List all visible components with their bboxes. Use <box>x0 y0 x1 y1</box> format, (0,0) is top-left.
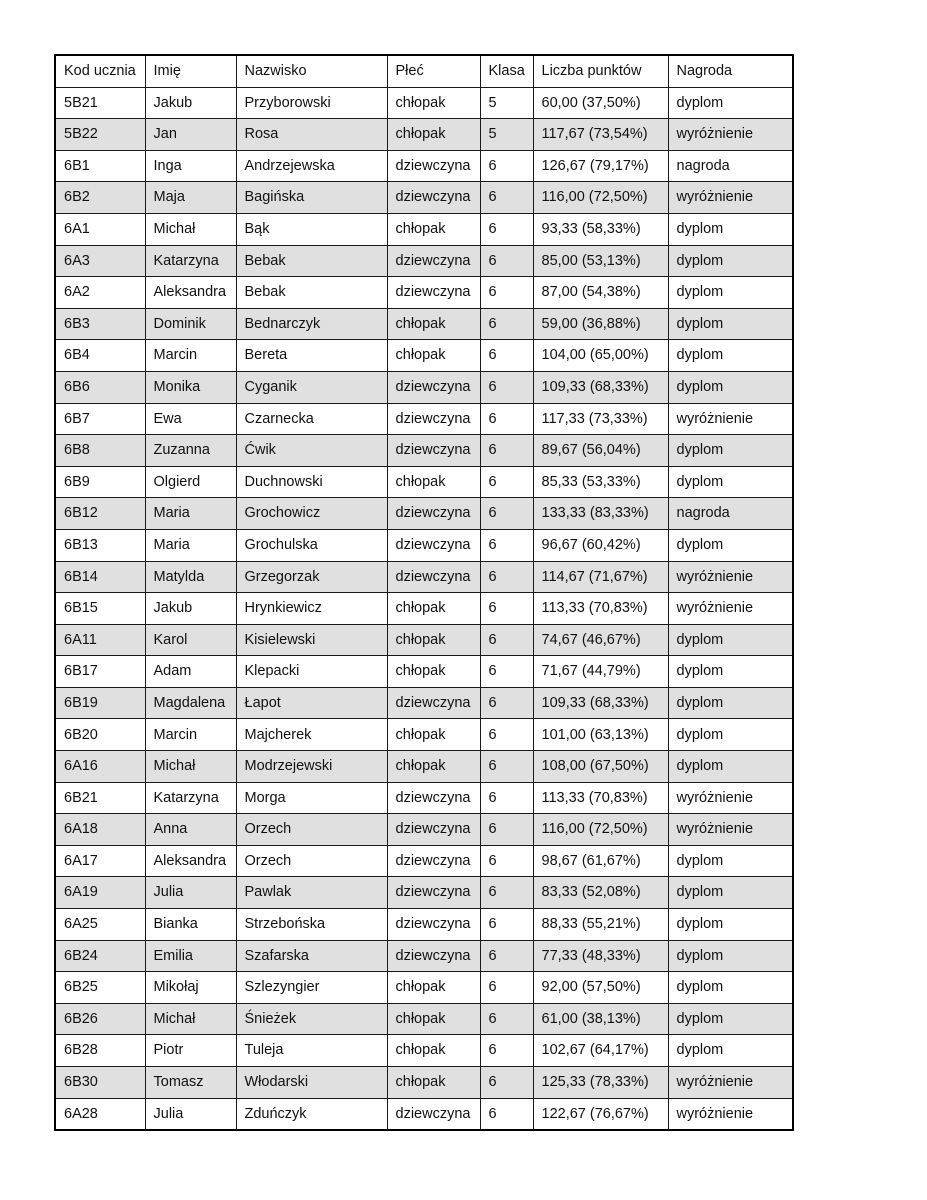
award-cell: dyplom <box>668 909 793 941</box>
last-name-cell: Grzegorzak <box>236 561 387 593</box>
student-code-cell: 6B1 <box>55 150 145 182</box>
last-name-cell: Zduńczyk <box>236 1098 387 1130</box>
points-cell: 71,67 (44,79%) <box>533 656 668 688</box>
table-row <box>55 656 793 688</box>
gender-cell: dziewczyna <box>387 277 480 309</box>
table-row <box>55 561 793 593</box>
table-row <box>55 529 793 561</box>
class-cell: 6 <box>480 782 533 814</box>
gender-cell: chłopak <box>387 1067 480 1099</box>
award-cell: dyplom <box>668 687 793 719</box>
class-cell: 6 <box>480 529 533 561</box>
award-cell: dyplom <box>668 340 793 372</box>
first-name-cell: Julia <box>145 1098 236 1130</box>
points-cell: 117,67 (73,54%) <box>533 119 668 151</box>
table-row <box>55 940 793 972</box>
award-cell: wyróżnienie <box>668 182 793 214</box>
class-cell: 6 <box>480 909 533 941</box>
table-row <box>55 814 793 846</box>
class-cell: 6 <box>480 403 533 435</box>
gender-cell: dziewczyna <box>387 814 480 846</box>
table-row <box>55 213 793 245</box>
last-name-cell: Kisielewski <box>236 624 387 656</box>
table-row <box>55 782 793 814</box>
first-name-cell: Marcin <box>145 719 236 751</box>
table-row <box>55 150 793 182</box>
award-cell: dyplom <box>668 940 793 972</box>
first-name-cell: Katarzyna <box>145 245 236 277</box>
gender-cell: dziewczyna <box>387 150 480 182</box>
header-cell-award: Nagroda <box>668 55 793 87</box>
points-cell: 93,33 (58,33%) <box>533 213 668 245</box>
gender-cell: dziewczyna <box>387 845 480 877</box>
student-code-cell: 6B24 <box>55 940 145 972</box>
award-cell: dyplom <box>668 466 793 498</box>
gender-cell: chłopak <box>387 719 480 751</box>
class-cell: 6 <box>480 1035 533 1067</box>
points-cell: 61,00 (38,13%) <box>533 1003 668 1035</box>
gender-cell: dziewczyna <box>387 561 480 593</box>
class-cell: 6 <box>480 213 533 245</box>
award-cell: wyróżnienie <box>668 593 793 625</box>
class-cell: 6 <box>480 940 533 972</box>
class-cell: 6 <box>480 593 533 625</box>
award-cell: dyplom <box>668 972 793 1004</box>
student-code-cell: 6A17 <box>55 845 145 877</box>
gender-cell: dziewczyna <box>387 371 480 403</box>
table-row <box>55 371 793 403</box>
last-name-cell: Grochulska <box>236 529 387 561</box>
first-name-cell: Jan <box>145 119 236 151</box>
first-name-cell: Mikołaj <box>145 972 236 1004</box>
points-cell: 117,33 (73,33%) <box>533 403 668 435</box>
class-cell: 6 <box>480 751 533 783</box>
table-row <box>55 87 793 119</box>
points-cell: 113,33 (70,83%) <box>533 782 668 814</box>
gender-cell: chłopak <box>387 593 480 625</box>
points-cell: 116,00 (72,50%) <box>533 814 668 846</box>
student-code-cell: 6B25 <box>55 972 145 1004</box>
student-code-cell: 6A1 <box>55 213 145 245</box>
last-name-cell: Włodarski <box>236 1067 387 1099</box>
points-cell: 85,33 (53,33%) <box>533 466 668 498</box>
student-code-cell: 6B14 <box>55 561 145 593</box>
points-cell: 108,00 (67,50%) <box>533 751 668 783</box>
award-cell: dyplom <box>668 435 793 467</box>
last-name-cell: Pawlak <box>236 877 387 909</box>
student-code-cell: 6B2 <box>55 182 145 214</box>
student-code-cell: 6B17 <box>55 656 145 688</box>
class-cell: 6 <box>480 150 533 182</box>
student-code-cell: 6B19 <box>55 687 145 719</box>
first-name-cell: Magdalena <box>145 687 236 719</box>
student-code-cell: 6A16 <box>55 751 145 783</box>
student-code-cell: 6B26 <box>55 1003 145 1035</box>
award-cell: wyróżnienie <box>668 814 793 846</box>
first-name-cell: Julia <box>145 877 236 909</box>
last-name-cell: Bagińska <box>236 182 387 214</box>
student-code-cell: 6B15 <box>55 593 145 625</box>
table-row <box>55 972 793 1004</box>
award-cell: dyplom <box>668 245 793 277</box>
first-name-cell: Michał <box>145 1003 236 1035</box>
award-cell: dyplom <box>668 719 793 751</box>
award-cell: wyróżnienie <box>668 782 793 814</box>
gender-cell: dziewczyna <box>387 529 480 561</box>
gender-cell: dziewczyna <box>387 403 480 435</box>
points-cell: 88,33 (55,21%) <box>533 909 668 941</box>
class-cell: 6 <box>480 624 533 656</box>
first-name-cell: Aleksandra <box>145 845 236 877</box>
table-row <box>55 877 793 909</box>
last-name-cell: Duchnowski <box>236 466 387 498</box>
first-name-cell: Bianka <box>145 909 236 941</box>
class-cell: 6 <box>480 1003 533 1035</box>
gender-cell: dziewczyna <box>387 182 480 214</box>
gender-cell: chłopak <box>387 213 480 245</box>
award-cell: dyplom <box>668 1035 793 1067</box>
last-name-cell: Orzech <box>236 845 387 877</box>
student-code-cell: 6A18 <box>55 814 145 846</box>
student-code-cell: 5B21 <box>55 87 145 119</box>
gender-cell: dziewczyna <box>387 782 480 814</box>
award-cell: dyplom <box>668 87 793 119</box>
first-name-cell: Monika <box>145 371 236 403</box>
award-cell: dyplom <box>668 213 793 245</box>
class-cell: 6 <box>480 340 533 372</box>
class-cell: 6 <box>480 814 533 846</box>
table-row <box>55 340 793 372</box>
first-name-cell: Zuzanna <box>145 435 236 467</box>
last-name-cell: Śnieżek <box>236 1003 387 1035</box>
award-cell: dyplom <box>668 529 793 561</box>
gender-cell: dziewczyna <box>387 498 480 530</box>
gender-cell: dziewczyna <box>387 687 480 719</box>
first-name-cell: Katarzyna <box>145 782 236 814</box>
last-name-cell: Majcherek <box>236 719 387 751</box>
student-code-cell: 6A28 <box>55 1098 145 1130</box>
class-cell: 6 <box>480 845 533 877</box>
student-code-cell: 6B6 <box>55 371 145 403</box>
award-cell: nagroda <box>668 150 793 182</box>
award-cell: dyplom <box>668 308 793 340</box>
points-cell: 116,00 (72,50%) <box>533 182 668 214</box>
gender-cell: dziewczyna <box>387 909 480 941</box>
last-name-cell: Szafarska <box>236 940 387 972</box>
first-name-cell: Michał <box>145 751 236 783</box>
first-name-cell: Piotr <box>145 1035 236 1067</box>
points-cell: 126,67 (79,17%) <box>533 150 668 182</box>
table-row <box>55 245 793 277</box>
gender-cell: chłopak <box>387 624 480 656</box>
table-row <box>55 687 793 719</box>
class-cell: 6 <box>480 719 533 751</box>
first-name-cell: Olgierd <box>145 466 236 498</box>
table-row <box>55 1067 793 1099</box>
header-cell-last-name: Nazwisko <box>236 55 387 87</box>
table-row <box>55 435 793 467</box>
first-name-cell: Inga <box>145 150 236 182</box>
points-cell: 60,00 (37,50%) <box>533 87 668 119</box>
points-cell: 125,33 (78,33%) <box>533 1067 668 1099</box>
table-row <box>55 498 793 530</box>
points-cell: 114,67 (71,67%) <box>533 561 668 593</box>
results-table <box>54 54 794 1131</box>
award-cell: wyróżnienie <box>668 403 793 435</box>
points-cell: 122,67 (76,67%) <box>533 1098 668 1130</box>
header-row <box>55 55 793 87</box>
last-name-cell: Grochowicz <box>236 498 387 530</box>
points-cell: 85,00 (53,13%) <box>533 245 668 277</box>
first-name-cell: Matylda <box>145 561 236 593</box>
table-row <box>55 308 793 340</box>
student-code-cell: 5B22 <box>55 119 145 151</box>
points-cell: 89,67 (56,04%) <box>533 435 668 467</box>
gender-cell: dziewczyna <box>387 435 480 467</box>
student-code-cell: 6A3 <box>55 245 145 277</box>
last-name-cell: Cyganik <box>236 371 387 403</box>
first-name-cell: Jakub <box>145 593 236 625</box>
last-name-cell: Bebak <box>236 277 387 309</box>
gender-cell: dziewczyna <box>387 940 480 972</box>
gender-cell: dziewczyna <box>387 877 480 909</box>
table-row <box>55 719 793 751</box>
last-name-cell: Szlezyngier <box>236 972 387 1004</box>
first-name-cell: Tomasz <box>145 1067 236 1099</box>
first-name-cell: Adam <box>145 656 236 688</box>
first-name-cell: Dominik <box>145 308 236 340</box>
first-name-cell: Anna <box>145 814 236 846</box>
student-code-cell: 6B13 <box>55 529 145 561</box>
first-name-cell: Karol <box>145 624 236 656</box>
points-cell: 98,67 (61,67%) <box>533 845 668 877</box>
student-code-cell: 6B7 <box>55 403 145 435</box>
student-code-cell: 6B21 <box>55 782 145 814</box>
student-code-cell: 6B30 <box>55 1067 145 1099</box>
class-cell: 6 <box>480 245 533 277</box>
header-cell-gender: Płeć <box>387 55 480 87</box>
points-cell: 96,67 (60,42%) <box>533 529 668 561</box>
points-cell: 102,67 (64,17%) <box>533 1035 668 1067</box>
first-name-cell: Maria <box>145 529 236 561</box>
table-row <box>55 593 793 625</box>
last-name-cell: Łapot <box>236 687 387 719</box>
class-cell: 5 <box>480 87 533 119</box>
award-cell: dyplom <box>668 277 793 309</box>
table-row <box>55 182 793 214</box>
points-cell: 101,00 (63,13%) <box>533 719 668 751</box>
last-name-cell: Modrzejewski <box>236 751 387 783</box>
table-row <box>55 751 793 783</box>
student-code-cell: 6B8 <box>55 435 145 467</box>
award-cell: wyróżnienie <box>668 561 793 593</box>
points-cell: 133,33 (83,33%) <box>533 498 668 530</box>
award-cell: nagroda <box>668 498 793 530</box>
table-row <box>55 624 793 656</box>
points-cell: 113,33 (70,83%) <box>533 593 668 625</box>
student-code-cell: 6B28 <box>55 1035 145 1067</box>
table-body <box>55 55 793 1130</box>
table-row <box>55 1035 793 1067</box>
header-cell-class: Klasa <box>480 55 533 87</box>
award-cell: wyróżnienie <box>668 119 793 151</box>
award-cell: wyróżnienie <box>668 1067 793 1099</box>
class-cell: 6 <box>480 656 533 688</box>
points-cell: 87,00 (54,38%) <box>533 277 668 309</box>
gender-cell: chłopak <box>387 972 480 1004</box>
table-row <box>55 845 793 877</box>
table-row <box>55 1003 793 1035</box>
points-cell: 74,67 (46,67%) <box>533 624 668 656</box>
last-name-cell: Tuleja <box>236 1035 387 1067</box>
points-cell: 83,33 (52,08%) <box>533 877 668 909</box>
last-name-cell: Andrzejewska <box>236 150 387 182</box>
points-cell: 109,33 (68,33%) <box>533 687 668 719</box>
header-cell-student-code: Kod ucznia <box>55 55 145 87</box>
points-cell: 77,33 (48,33%) <box>533 940 668 972</box>
first-name-cell: Aleksandra <box>145 277 236 309</box>
award-cell: dyplom <box>668 624 793 656</box>
gender-cell: chłopak <box>387 751 480 783</box>
student-code-cell: 6B4 <box>55 340 145 372</box>
gender-cell: chłopak <box>387 1035 480 1067</box>
last-name-cell: Bereta <box>236 340 387 372</box>
last-name-cell: Strzebońska <box>236 909 387 941</box>
table-row <box>55 909 793 941</box>
class-cell: 6 <box>480 1098 533 1130</box>
gender-cell: chłopak <box>387 119 480 151</box>
table-row <box>55 277 793 309</box>
class-cell: 6 <box>480 182 533 214</box>
last-name-cell: Przyborowski <box>236 87 387 119</box>
student-code-cell: 6A11 <box>55 624 145 656</box>
header-cell-first-name: Imię <box>145 55 236 87</box>
student-code-cell: 6A19 <box>55 877 145 909</box>
points-cell: 59,00 (36,88%) <box>533 308 668 340</box>
gender-cell: chłopak <box>387 308 480 340</box>
award-cell: dyplom <box>668 751 793 783</box>
points-cell: 104,00 (65,00%) <box>533 340 668 372</box>
class-cell: 6 <box>480 371 533 403</box>
award-cell: dyplom <box>668 371 793 403</box>
first-name-cell: Michał <box>145 213 236 245</box>
last-name-cell: Orzech <box>236 814 387 846</box>
last-name-cell: Bebak <box>236 245 387 277</box>
last-name-cell: Bednarczyk <box>236 308 387 340</box>
student-code-cell: 6B20 <box>55 719 145 751</box>
award-cell: wyróżnienie <box>668 1098 793 1130</box>
class-cell: 6 <box>480 877 533 909</box>
award-cell: dyplom <box>668 877 793 909</box>
first-name-cell: Emilia <box>145 940 236 972</box>
student-code-cell: 6A2 <box>55 277 145 309</box>
class-cell: 6 <box>480 435 533 467</box>
first-name-cell: Marcin <box>145 340 236 372</box>
class-cell: 6 <box>480 687 533 719</box>
gender-cell: chłopak <box>387 656 480 688</box>
last-name-cell: Czarnecka <box>236 403 387 435</box>
class-cell: 6 <box>480 498 533 530</box>
class-cell: 6 <box>480 972 533 1004</box>
class-cell: 6 <box>480 277 533 309</box>
award-cell: dyplom <box>668 1003 793 1035</box>
gender-cell: dziewczyna <box>387 1098 480 1130</box>
last-name-cell: Bąk <box>236 213 387 245</box>
gender-cell: dziewczyna <box>387 245 480 277</box>
student-code-cell: 6B12 <box>55 498 145 530</box>
gender-cell: chłopak <box>387 87 480 119</box>
award-cell: dyplom <box>668 845 793 877</box>
points-cell: 92,00 (57,50%) <box>533 972 668 1004</box>
class-cell: 6 <box>480 308 533 340</box>
table-row <box>55 1098 793 1130</box>
table-row <box>55 466 793 498</box>
gender-cell: chłopak <box>387 466 480 498</box>
class-cell: 6 <box>480 466 533 498</box>
first-name-cell: Ewa <box>145 403 236 435</box>
last-name-cell: Ćwik <box>236 435 387 467</box>
class-cell: 6 <box>480 561 533 593</box>
award-cell: dyplom <box>668 656 793 688</box>
last-name-cell: Klepacki <box>236 656 387 688</box>
gender-cell: chłopak <box>387 340 480 372</box>
points-cell: 109,33 (68,33%) <box>533 371 668 403</box>
student-code-cell: 6A25 <box>55 909 145 941</box>
first-name-cell: Maria <box>145 498 236 530</box>
first-name-cell: Jakub <box>145 87 236 119</box>
table-row <box>55 403 793 435</box>
table-row <box>55 119 793 151</box>
class-cell: 6 <box>480 1067 533 1099</box>
student-code-cell: 6B9 <box>55 466 145 498</box>
last-name-cell: Rosa <box>236 119 387 151</box>
class-cell: 5 <box>480 119 533 151</box>
header-cell-points: Liczba punktów <box>533 55 668 87</box>
student-code-cell: 6B3 <box>55 308 145 340</box>
last-name-cell: Morga <box>236 782 387 814</box>
gender-cell: chłopak <box>387 1003 480 1035</box>
first-name-cell: Maja <box>145 182 236 214</box>
last-name-cell: Hrynkiewicz <box>236 593 387 625</box>
